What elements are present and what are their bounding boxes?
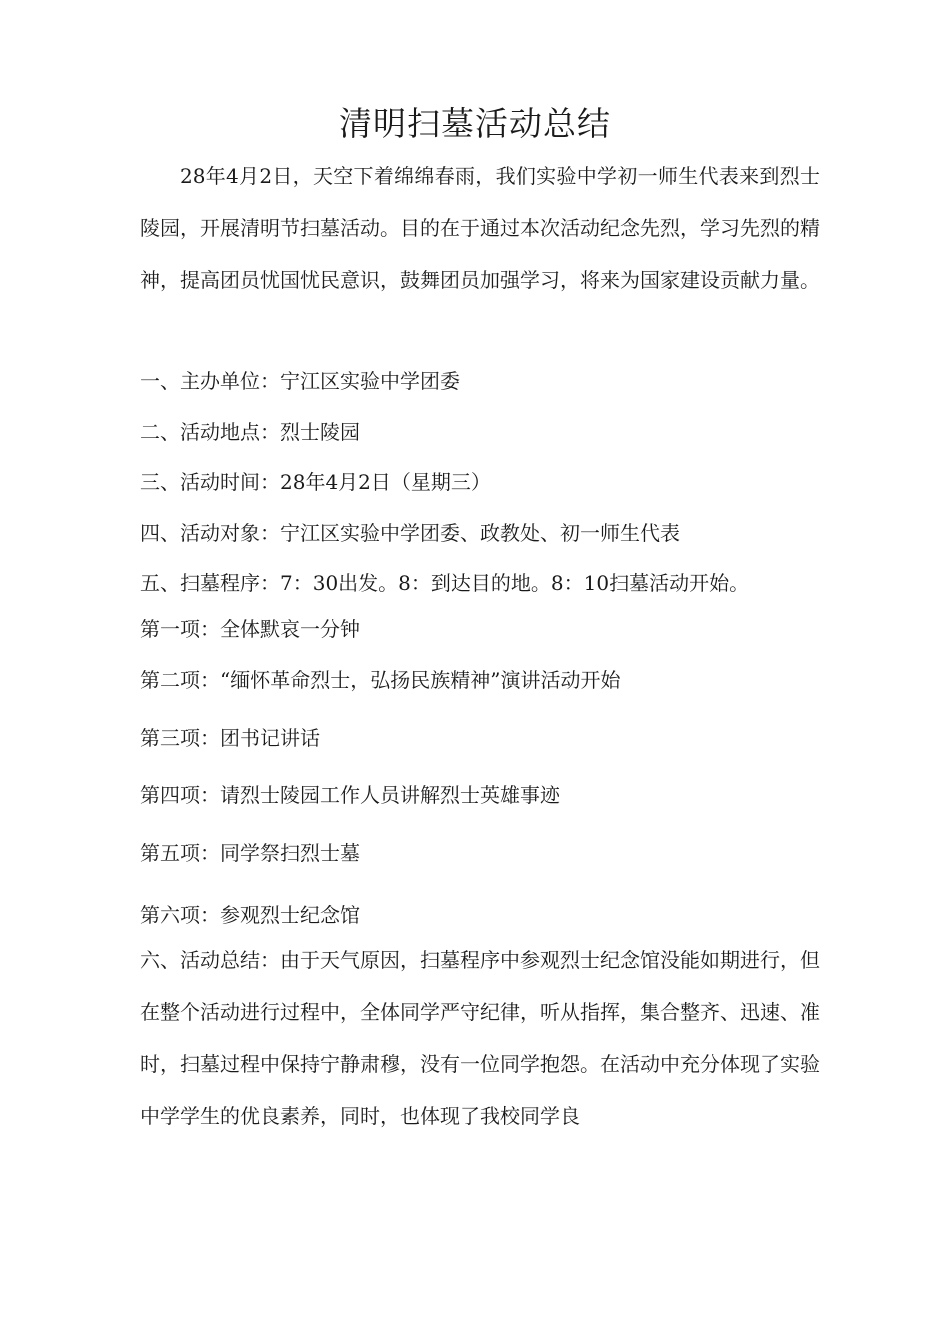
item-participants: 四、活动对象：宁江区实验中学团委、政教处、初一师生代表: [140, 521, 680, 545]
step-6: 第六项：参观烈士纪念馆: [140, 903, 360, 927]
item-location: 二、活动地点：烈士陵园: [140, 420, 360, 444]
step-5: 第五项：同学祭扫烈士墓: [140, 841, 360, 865]
item-organizer: 一、主办单位：宁江区实验中学团委: [140, 369, 460, 393]
summary-paragraph: 六、活动总结：由于天气原因，扫墓程序中参观烈士纪念馆没能如期进行，但在整个活动进行过程中，全体同学严守纪律，听从指挥，集合整齐、迅速、准时，扫墓过程中保持宁静肃穆，没有一位同学抱怨。在活动中充分体现了实验中学学生的优良素养，同时，也体现了我校同学良: [140, 948, 820, 1128]
intro-paragraph: 28年4月2日，天空下着绵绵春雨，我们实验中学初一师生代表来到烈士陵园，开展清明节扫墓活动。目的在于通过本次活动纪念先烈，学习先烈的精神，提高团员忧国忧民意识，鼓舞团员加强学习，将来为国家建设贡献力量。: [140, 164, 820, 292]
step-3: 第三项：团书记讲话: [140, 726, 320, 750]
item-procedure: 五、扫墓程序：7：30出发。8：到达目的地。8：10扫墓活动开始。: [140, 571, 750, 595]
step-2: 第二项：“缅怀革命烈士，弘扬民族精神”演讲活动开始: [140, 668, 621, 692]
document-title: 清明扫墓活动总结: [339, 104, 611, 143]
item-time: 三、活动时间：28年4月2日（星期三）: [140, 470, 491, 494]
step-1: 第一项：全体默哀一分钟: [140, 617, 360, 641]
step-4: 第四项：请烈士陵园工作人员讲解烈士英雄事迹: [140, 783, 560, 807]
